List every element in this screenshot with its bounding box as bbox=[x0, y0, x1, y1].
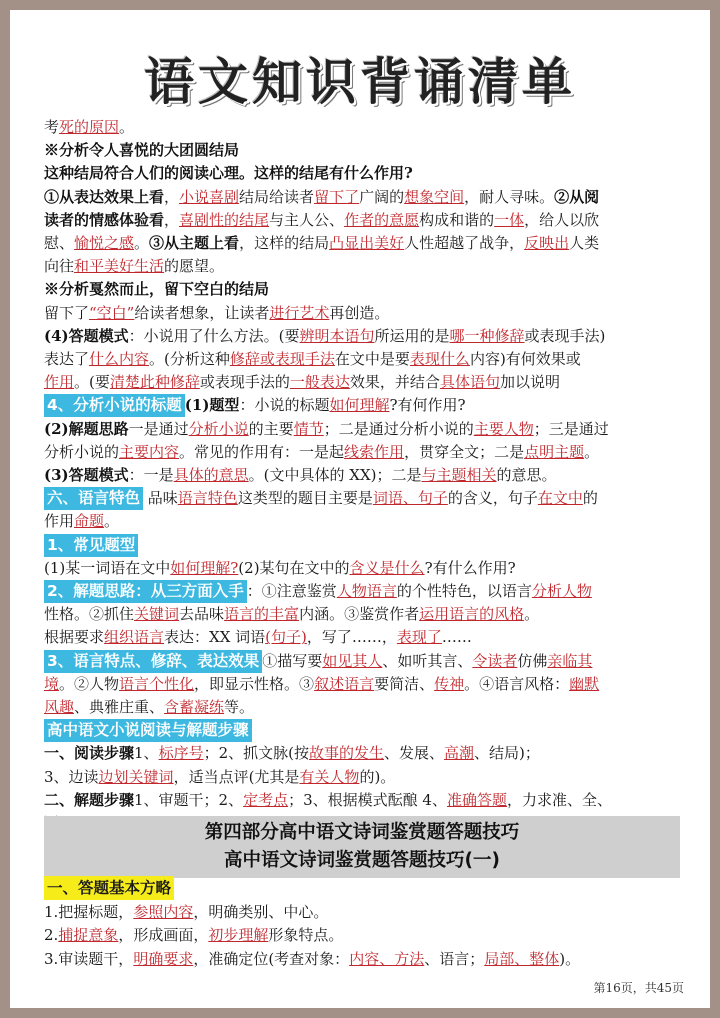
text: ；3、根据模式酝酿 4、 bbox=[288, 790, 447, 809]
text: 或表现手法) bbox=[524, 326, 606, 345]
text: 分析小说的 bbox=[44, 442, 120, 461]
highlight: 分析小说 bbox=[188, 419, 249, 438]
text: 的含义，句子 bbox=[447, 489, 538, 508]
highlight: 关键词 bbox=[134, 605, 180, 624]
text: 人类 bbox=[569, 234, 600, 253]
highlight: (句子) bbox=[265, 628, 307, 647]
text: 仿佛 bbox=[517, 651, 548, 670]
bold-text: (4)答题模式 bbox=[44, 326, 129, 345]
highlight: 令读者 bbox=[472, 651, 518, 670]
highlight: 含蓄凝练 bbox=[164, 698, 225, 717]
text: 内容)有何效果或 bbox=[469, 350, 581, 369]
text-line bbox=[44, 901, 684, 925]
text: 所运用的是 bbox=[374, 326, 450, 345]
text: 的 bbox=[582, 489, 598, 508]
yellow-heading: 一、答题基本方略 bbox=[44, 876, 174, 900]
highlight: 什么内容 bbox=[89, 350, 150, 369]
subheading: ※分析令人喜悦的大团圆结局 bbox=[44, 141, 240, 160]
text: 表达：XX 词语 bbox=[164, 628, 266, 647]
highlight: 参照内容 bbox=[133, 902, 194, 921]
bold-text: (2)解题思路 bbox=[44, 419, 129, 438]
text-line bbox=[44, 186, 684, 209]
highlight: 传神 bbox=[434, 674, 465, 693]
text-line bbox=[44, 510, 684, 533]
upper-content bbox=[44, 116, 684, 835]
text: 。 bbox=[119, 118, 135, 136]
highlight: 一体 bbox=[494, 210, 525, 229]
lower-content bbox=[44, 876, 684, 971]
text-line bbox=[44, 371, 684, 394]
text: 结局给读者 bbox=[239, 187, 315, 206]
text: 性格。②抓住 bbox=[44, 605, 135, 624]
text-line bbox=[44, 348, 684, 371]
highlight: 具体的意思 bbox=[173, 466, 249, 485]
highlight: 亲临其 bbox=[547, 651, 593, 670]
page-title: 语文知识背诵清单 bbox=[144, 53, 576, 111]
text: 。 bbox=[104, 512, 120, 531]
bold-text: 二、解题步骤 bbox=[44, 790, 135, 809]
text-line bbox=[44, 464, 684, 487]
text: 留下了 bbox=[44, 303, 90, 322]
highlight: 故事的发生 bbox=[308, 744, 384, 763]
bold-text: ①从表达效果上看 bbox=[44, 187, 165, 206]
highlight: 如何理解? bbox=[170, 558, 239, 577]
highlight: 标序号 bbox=[158, 744, 204, 763]
text: 的愿望。 bbox=[164, 257, 225, 276]
text: 品味 bbox=[143, 489, 178, 508]
text-line bbox=[44, 209, 684, 232]
text: ①描写要 bbox=[262, 651, 323, 670]
section-heading: 1、常见题型 bbox=[44, 534, 138, 557]
part-heading: 第四部分高中语文诗词鉴赏题答题技巧 bbox=[204, 822, 520, 843]
text: 向往 bbox=[44, 257, 75, 276]
text-line bbox=[44, 650, 684, 673]
part-subheading: 高中语文诗词鉴赏题答题技巧(一) bbox=[224, 850, 500, 871]
text: )。 bbox=[559, 949, 581, 968]
text: 慰、 bbox=[44, 234, 75, 253]
highlight: 语言个性化 bbox=[119, 674, 195, 693]
highlight: 在文中 bbox=[537, 489, 583, 508]
text: 去品味 bbox=[179, 605, 225, 624]
bold-text: 读者的情感体验看 bbox=[44, 210, 165, 229]
highlight: 留下了 bbox=[314, 187, 360, 206]
text: ；二是通过分析小说的 bbox=[323, 419, 474, 438]
text-line bbox=[44, 580, 684, 603]
text: 一是通过 bbox=[128, 419, 189, 438]
text: …… bbox=[441, 628, 472, 647]
text-line bbox=[44, 255, 684, 278]
text: 与主人公、 bbox=[269, 210, 345, 229]
text: ，这样的结局 bbox=[239, 234, 330, 253]
text: 广阔的 bbox=[359, 187, 405, 206]
highlight: 哪一种修辞 bbox=[449, 326, 525, 345]
subheading: ※分析戛然而止，留下空白的结局 bbox=[44, 280, 270, 299]
highlight: 作用 bbox=[44, 373, 75, 392]
text: 。(要 bbox=[74, 373, 110, 392]
text: 或表现手法的 bbox=[199, 373, 290, 392]
text-line bbox=[44, 766, 684, 789]
text-line bbox=[44, 626, 684, 649]
text-line bbox=[44, 394, 684, 417]
text: 、如听其言、 bbox=[382, 651, 473, 670]
text: 这类型的题目主要是 bbox=[237, 489, 373, 508]
text: 考 bbox=[44, 118, 60, 136]
text: 、典雅庄重、 bbox=[74, 698, 165, 717]
highlight: 语言的丰富 bbox=[224, 605, 300, 624]
text-line bbox=[44, 487, 684, 510]
highlight: 辨明本语句 bbox=[299, 326, 375, 345]
text: ?有何作用? bbox=[389, 396, 466, 415]
highlight: 和平美好生活 bbox=[74, 257, 165, 276]
text: 要简洁、 bbox=[374, 674, 435, 693]
highlight: 初步理解 bbox=[208, 926, 269, 944]
highlight: 想象空间 bbox=[404, 187, 465, 206]
text: ， bbox=[164, 187, 180, 206]
text-line bbox=[44, 876, 684, 901]
text-line bbox=[44, 789, 684, 812]
text: 加以说明 bbox=[499, 373, 560, 392]
section-heading: 2、解题思路：从三方面入手 bbox=[44, 580, 247, 603]
text: 。 bbox=[134, 234, 150, 253]
text: 表达了 bbox=[44, 350, 90, 369]
highlight: 情节 bbox=[293, 419, 324, 438]
text: 1.把握标题， bbox=[44, 902, 134, 921]
text: ， bbox=[164, 210, 180, 229]
highlight: 境 bbox=[44, 674, 60, 693]
text: 。④语言风格： bbox=[464, 674, 570, 693]
text-line bbox=[44, 302, 684, 325]
text: ：小说的标题 bbox=[239, 396, 330, 415]
highlight: 作者的意愿 bbox=[344, 210, 420, 229]
text: ；三是通过 bbox=[533, 419, 609, 438]
text: 的主要 bbox=[248, 419, 294, 438]
highlight: 主要内容 bbox=[119, 442, 180, 461]
highlight: 命题 bbox=[74, 512, 105, 531]
text-line bbox=[44, 557, 684, 580]
text: 。②人物 bbox=[59, 674, 120, 693]
highlight: 表现了 bbox=[396, 628, 442, 647]
highlight: 清楚此种修辞 bbox=[109, 373, 200, 392]
text-line bbox=[44, 719, 684, 742]
highlight: 具体语句 bbox=[439, 373, 500, 392]
highlight: 主要人物 bbox=[473, 419, 534, 438]
text-line bbox=[44, 534, 684, 557]
text: ，写了……， bbox=[306, 628, 397, 647]
text: (2)某句在文中的 bbox=[238, 558, 350, 577]
document-page bbox=[10, 10, 710, 1008]
highlight: 幽默 bbox=[569, 674, 600, 693]
text: 3、边读 bbox=[44, 767, 99, 786]
text: 人性超越了战争， bbox=[404, 234, 525, 253]
highlight: 进行艺术 bbox=[269, 303, 330, 322]
text: 2. bbox=[44, 926, 59, 944]
highlight: 修辞或表现手法 bbox=[229, 350, 335, 369]
text: ，准确定位(考查对象： bbox=[193, 949, 350, 968]
highlight: 人物语言 bbox=[336, 582, 397, 601]
section-heading: 3、语言特点、修辞、表达效果 bbox=[44, 650, 262, 673]
text-line bbox=[44, 418, 684, 441]
highlight: 小说喜剧 bbox=[179, 187, 240, 206]
text: ，即显示性格。③ bbox=[194, 674, 315, 693]
highlight: 分析人物 bbox=[531, 582, 592, 601]
highlight: 边划关键词 bbox=[98, 767, 174, 786]
highlight: 含义是什么 bbox=[349, 558, 425, 577]
text: 的意思。 bbox=[496, 466, 557, 485]
text: (1)某一词语在文中 bbox=[44, 558, 171, 577]
highlight: 有关人物 bbox=[299, 767, 360, 786]
highlight: 如见其人 bbox=[322, 651, 383, 670]
text: ，给人以欣 bbox=[524, 210, 600, 229]
text: 1、审题干；2、 bbox=[134, 790, 244, 809]
text: 作用 bbox=[44, 512, 75, 531]
bold-text: ②从阅 bbox=[554, 187, 600, 206]
text: 。 bbox=[524, 605, 540, 624]
text: ：一是 bbox=[128, 466, 174, 485]
text: ，形成画面， bbox=[118, 926, 209, 944]
text: 1、 bbox=[134, 744, 159, 763]
section-heading: 六、语言特色 bbox=[44, 487, 143, 510]
highlight: 明确要求 bbox=[133, 949, 194, 968]
text: 的个性特色，以语言 bbox=[396, 582, 532, 601]
section-heading: 4、分析小说的标题 bbox=[44, 394, 185, 417]
text: 给读者想象，让读者 bbox=[134, 303, 270, 322]
highlight: 内容、方法 bbox=[349, 949, 425, 968]
bold-text: (1)题型 bbox=[184, 396, 240, 415]
highlight: 风趣 bbox=[44, 698, 75, 717]
highlight: 表现什么 bbox=[409, 350, 470, 369]
highlight: 组织语言 bbox=[104, 628, 165, 647]
text: 、语言； bbox=[424, 949, 485, 968]
highlight: 喜剧性的结尾 bbox=[179, 210, 270, 229]
text: ：小说用了什么方法。(要 bbox=[128, 326, 300, 345]
highlight: 捕捉意象 bbox=[58, 926, 119, 944]
text-line bbox=[44, 948, 684, 972]
text: 等。 bbox=[224, 698, 255, 717]
highlight: 运用语言的风格 bbox=[419, 605, 525, 624]
text: ，力求准、全、 bbox=[507, 790, 613, 809]
highlight: 点明主题 bbox=[524, 442, 585, 461]
highlight: 死的原因 bbox=[59, 118, 120, 136]
highlight: 反映出 bbox=[524, 234, 570, 253]
text: 效果，并结合 bbox=[349, 373, 440, 392]
highlight: 一般表达 bbox=[289, 373, 350, 392]
highlight: 语言特色 bbox=[177, 489, 238, 508]
text-line bbox=[44, 603, 684, 626]
highlight: 如何理解 bbox=[329, 396, 390, 415]
highlight: “空白” bbox=[89, 303, 135, 322]
text: 在文中是要 bbox=[334, 350, 410, 369]
text: ?有什么作用? bbox=[424, 558, 516, 577]
text: 3.审读题干， bbox=[44, 949, 134, 968]
highlight: 凸显出美好 bbox=[329, 234, 405, 253]
text: 、结局)； bbox=[474, 744, 540, 763]
text: ，耐人寻味。 bbox=[464, 187, 555, 206]
subheading: 这种结局符合人们的阅读心理。这样的结尾有什么作用? bbox=[44, 164, 413, 183]
bold-text: ③从主题上看 bbox=[149, 234, 240, 253]
text-line bbox=[44, 116, 684, 139]
text: 。(分析这种 bbox=[149, 350, 230, 369]
bold-text: (3)答题模式 bbox=[44, 466, 129, 485]
text: 构成和谐的 bbox=[419, 210, 495, 229]
text: 。常见的作用有：一是起 bbox=[179, 442, 345, 461]
page-number: 第16页，共45页 bbox=[593, 981, 684, 995]
text-line bbox=[44, 742, 684, 765]
highlight: 定考点 bbox=[243, 790, 289, 809]
text-line bbox=[44, 441, 684, 464]
text: ，贯穿全文；二是 bbox=[404, 442, 525, 461]
text: ；2、抓文脉(按 bbox=[203, 744, 309, 763]
text: 形象特点。 bbox=[268, 926, 344, 944]
highlight: 词语、句子 bbox=[372, 489, 448, 508]
text: ，明确类别、中心。 bbox=[193, 902, 329, 921]
text: 根据要求 bbox=[44, 628, 105, 647]
part-heading-box bbox=[44, 816, 680, 878]
text-line bbox=[44, 673, 684, 696]
text: 、发展、 bbox=[384, 744, 445, 763]
highlight: 线索作用 bbox=[344, 442, 405, 461]
highlight: 高潮 bbox=[444, 744, 475, 763]
text-line bbox=[44, 696, 684, 719]
section-heading: 高中语文小说阅读与解题步骤 bbox=[44, 719, 252, 742]
highlight: 准确答题 bbox=[446, 790, 507, 809]
highlight: 局部、整体 bbox=[484, 949, 560, 968]
text: 内涵。③鉴赏作者 bbox=[299, 605, 420, 624]
text-line bbox=[44, 232, 684, 255]
text: 再创造。 bbox=[329, 303, 390, 322]
text: 。(文中具体的 XX)；二是 bbox=[248, 466, 422, 485]
text-line bbox=[44, 924, 684, 948]
highlight: 与主题相关 bbox=[421, 466, 497, 485]
highlight: 愉悦之感 bbox=[74, 234, 135, 253]
bold-text: 一、阅读步骤 bbox=[44, 744, 135, 763]
text: ：①注意鉴赏 bbox=[246, 582, 337, 601]
text: ，适当点评(尤其是 bbox=[173, 767, 300, 786]
text: 的)。 bbox=[359, 767, 396, 786]
highlight: 叙述语言 bbox=[314, 674, 375, 693]
text-line bbox=[44, 325, 684, 348]
text: 。 bbox=[584, 442, 600, 461]
